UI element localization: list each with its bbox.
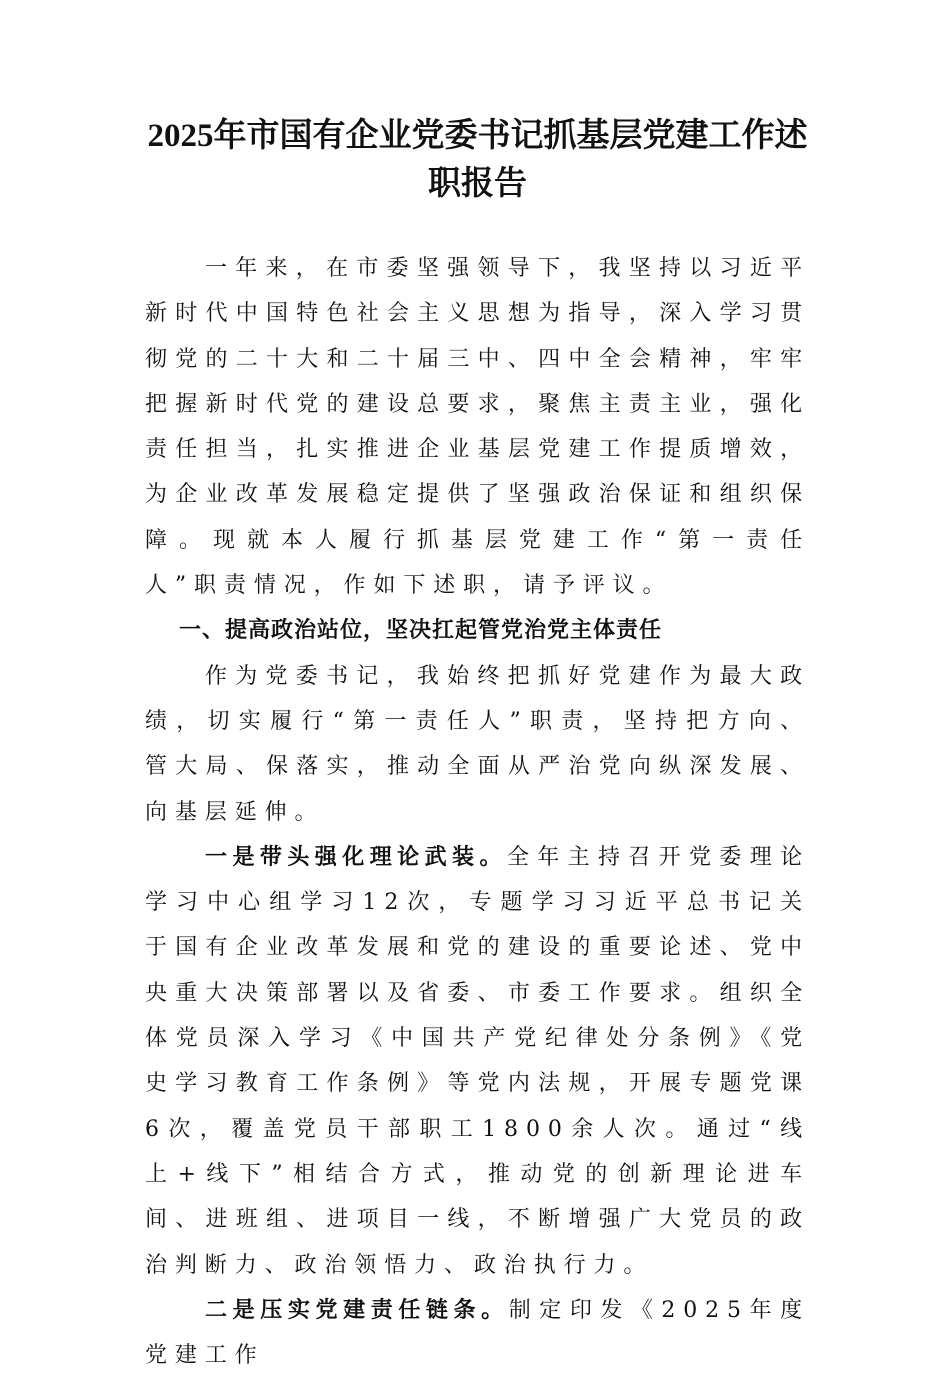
document-page: [145, 112, 810, 1378]
point-2-text: 制定印发《2025年度党建工作: [145, 1297, 810, 1369]
section-heading-1: 一、提高政治站位，坚决扛起管党治党主体责任: [179, 618, 663, 644]
section-1-intro-paragraph: 作为党委书记，我始终把抓好党建作为最大政绩，切实履行“第一责任人”职责，坚持把方向、管大局、保落实，推动全面从严治党向纵深发展、向基层延伸。: [145, 663, 810, 825]
point-2-lead: 二是压实党建责任链条。: [205, 1296, 509, 1323]
document-title: 2025年市国有企业党委书记抓基层党建工作述职报告: [147, 118, 808, 202]
point-1-paragraph: [145, 835, 810, 1288]
point-1-text: 全年主持召开党委理论学习中心组学习12次，专题学习习近平总书记关于国有企业改革发展和党的建设的重要论述、党中央重大决策部署以及省委、市委工作要求。组织全体党员深入学习《中国共产党纪律处分条例》《党史学习教育工作条例》等党内法规，开展专题党课6次，覆盖党员干部职工1800余人次。通过“线上+线下”相结合方式，推动党的创新理论进车间、进班组、进项目一线，不断增强广大党员的政治判断力、政治领悟力、政治执行力。: [145, 844, 810, 1278]
point-2-paragraph: [145, 1288, 810, 1378]
document-body: [145, 246, 810, 1378]
intro-paragraph: 一年来，在市委坚强领导下，我坚持以习近平新时代中国特色社会主义思想为指导，深入学习贯彻党的二十大和二十届三中、四中全会精神，牢牢把握新时代党的建设总要求，聚焦主责主业，强化责任担当，扎实推进企业基层党建工作提质增效，为企业改革发展稳定提供了坚强政治保证和组织保障。现就本人履行抓基层党建工作“第一责任人”职责情况，作如下述职，请予评议。: [145, 256, 810, 599]
point-1-lead: 一是带头强化理论武装。: [205, 843, 507, 870]
